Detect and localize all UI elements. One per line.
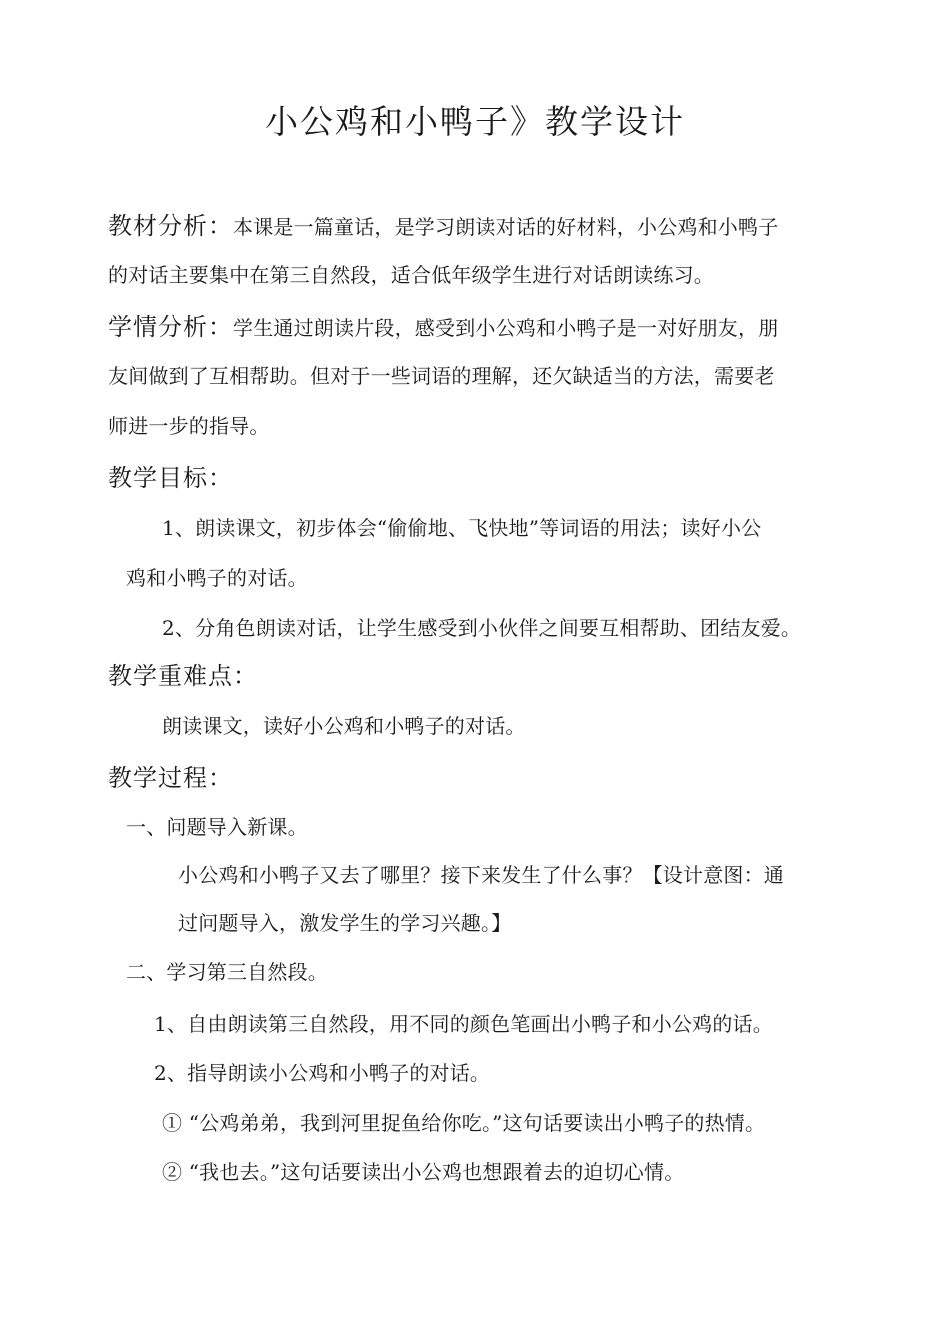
student-analysis-line-3: 师进一步的指导。 bbox=[108, 414, 270, 438]
key-points-text: 朗读课文，读好小公鸡和小鸭子的对话。 bbox=[162, 714, 526, 738]
process-sub-1: ① “公鸡弟弟，我到河里捉鱼给你吃。”这句话要读出小鸭子的热情。 bbox=[162, 1111, 766, 1135]
document-title: 小公鸡和小鸭子》教学设计 bbox=[265, 102, 685, 141]
student-analysis-line-1 bbox=[108, 313, 778, 342]
process-step-1: 1、自由朗读第三自然段，用不同的颜色笔画出小鸭子和小公鸡的话。 bbox=[154, 1012, 773, 1036]
process-part-1-line-1: 小公鸡和小鸭子又去了哪里？接下来发生了什么事？【设计意图：通 bbox=[178, 863, 784, 887]
process-part-2-title: 二、学习第三自然段。 bbox=[126, 960, 328, 984]
material-analysis-text-1: 本课是一篇童话，是学习朗读对话的好材料，小公鸡和小鸭子 bbox=[233, 215, 779, 239]
process-part-1-title: 一、问题导入新课。 bbox=[126, 815, 308, 839]
material-analysis-label: 教材分析： bbox=[108, 212, 233, 240]
process-sub-2: ② “我也去。”这句话要读出小公鸡也想跟着去的迫切心情。 bbox=[162, 1160, 685, 1184]
student-analysis-line-2: 友间做到了互相帮助。但对于一些词语的理解，还欠缺适当的方法，需要老 bbox=[108, 364, 775, 388]
goal-1-line-2: 鸡和小鸭子的对话。 bbox=[126, 566, 308, 590]
student-analysis-label: 学情分析： bbox=[108, 313, 233, 341]
goal-1-line-1: 1、朗读课文，初步体会“偷偷地、飞快地”等词语的用法；读好小公 bbox=[162, 516, 762, 540]
material-analysis-line-1 bbox=[108, 212, 778, 241]
material-analysis-line-2: 的对话主要集中在第三自然段，适合低年级学生进行对话朗读练习。 bbox=[108, 263, 714, 287]
goals-heading: 教学目标： bbox=[108, 464, 233, 492]
key-points-heading: 教学重难点： bbox=[108, 662, 258, 690]
process-step-2: 2、指导朗读小公鸡和小鸭子的对话。 bbox=[154, 1061, 491, 1085]
process-part-1-line-2: 过问题导入，激发学生的学习兴趣。】 bbox=[178, 911, 512, 935]
student-analysis-text-1: 学生通过朗读片段，感受到小公鸡和小鸭子是一对好朋友，朋 bbox=[233, 316, 779, 340]
process-heading: 教学过程： bbox=[108, 764, 233, 792]
goal-2: 2、分角色朗读对话，让学生感受到小伙伴之间要互相帮助、团结友爱。 bbox=[162, 616, 802, 640]
